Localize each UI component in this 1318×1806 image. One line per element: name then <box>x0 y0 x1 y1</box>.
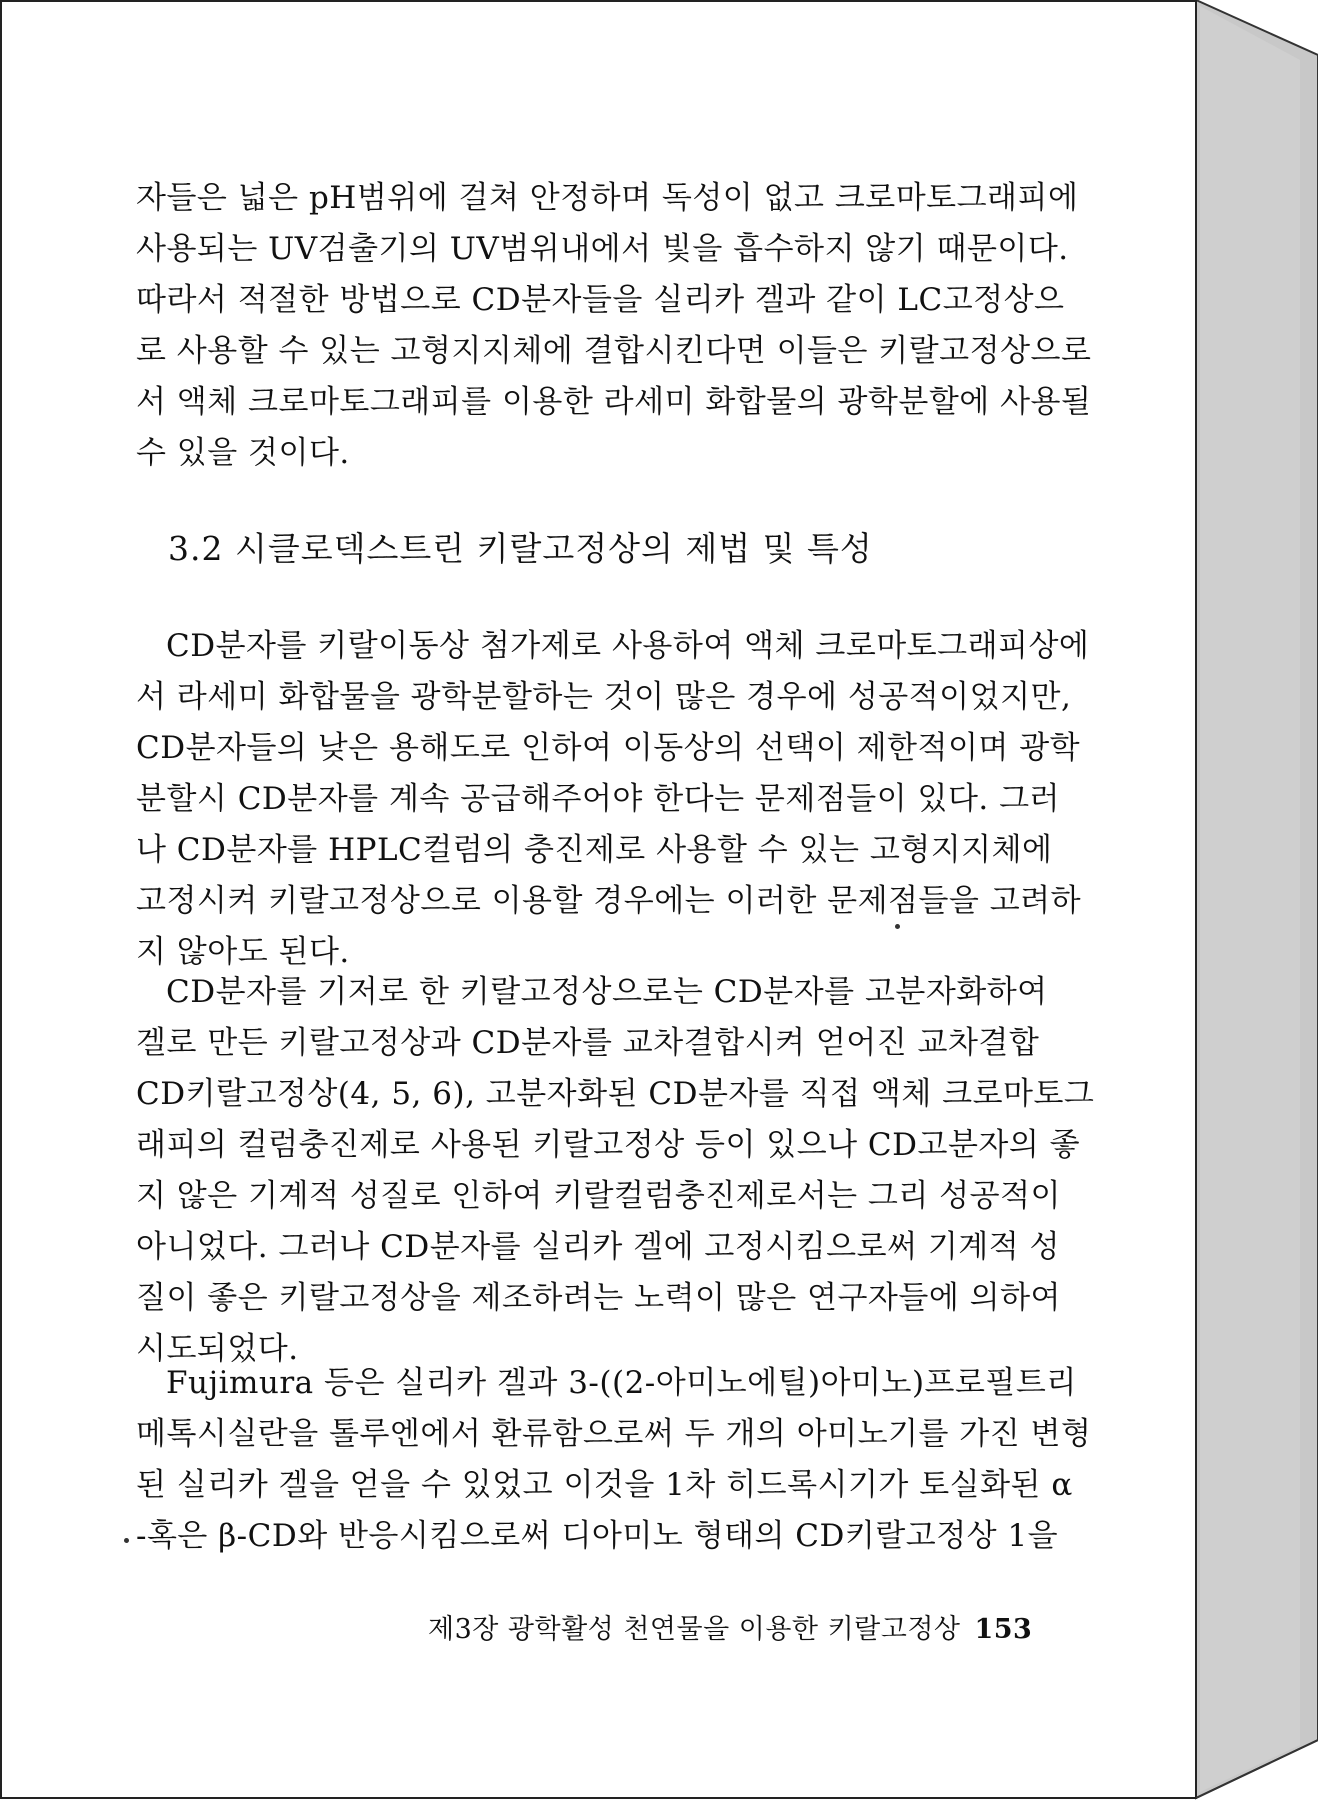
ink-speck <box>895 924 900 929</box>
text-line: 서 액체 크로마토그래피를 이용한 라세미 화합물의 광학분할에 사용될 <box>136 384 1092 420</box>
text-line: 로 사용할 수 있는 고형지지체에 결합시킨다면 이들은 키랄고정상으로 <box>136 333 1092 369</box>
text-line: Fujimura 등은 실리카 겔과 3-((2-아미노에틸)아미노)프로필트리 <box>166 1365 1077 1401</box>
text-line: 겔로 만든 키랄고정상과 CD분자를 교차결합시켜 얻어진 교차결합 <box>136 1025 1040 1061</box>
chapter-title: 제3장 광학활성 천연물을 이용한 키랄고정상 <box>428 1614 961 1645</box>
text-line: 따라서 적절한 방법으로 CD분자들을 실리카 겔과 같이 LC고정상으 <box>136 282 1065 318</box>
text-line: 나 CD분자를 HPLC컬럼의 충진제로 사용할 수 있는 고형지지체에 <box>136 832 1053 868</box>
text-line: 수 있을 것이다. <box>136 435 350 471</box>
text-line: 래피의 컬럼충진제로 사용된 키랄고정상 등이 있으나 CD고분자의 좋 <box>136 1127 1081 1163</box>
ink-speck <box>124 1538 129 1543</box>
paragraph-continuation <box>136 173 1092 479</box>
text-line: 서 라세미 화합물을 광학분할하는 것이 많은 경우에 성공적이었지만, <box>136 679 1072 715</box>
text-line: 분할시 CD분자를 계속 공급해주어야 한다는 문제점들이 있다. 그러 <box>136 781 1060 817</box>
text-line: -혹은 β-CD와 반응시킴으로써 디아미노 형태의 CD키랄고정상 1을 <box>136 1518 1059 1554</box>
text-line: 메톡시실란을 톨루엔에서 환류함으로써 두 개의 아미노기를 가진 변형 <box>136 1416 1092 1452</box>
text-line: 질이 좋은 키랄고정상을 제조하려는 노력이 많은 연구자들에 의하여 <box>136 1280 1061 1316</box>
text-line: 고정시켜 키랄고정상으로 이용할 경우에는 이러한 문제점들을 고려하 <box>136 883 1082 919</box>
text-line: 된 실리카 겔을 얻을 수 있었고 이것을 1차 히드록시기가 토실화된 α <box>136 1467 1073 1503</box>
text-line: 아니었다. 그러나 CD분자를 실리카 겔에 고정시킴으로써 기계적 성 <box>136 1229 1060 1265</box>
paragraph <box>136 1358 1092 1562</box>
paragraph <box>136 967 1095 1375</box>
text-line: 지 않은 기계적 성질로 인하여 키랄컬럼충진제로서는 그리 성공적이 <box>136 1178 1061 1214</box>
paragraph <box>136 621 1090 978</box>
page-number: 153 <box>974 1614 1033 1645</box>
running-footer <box>428 1612 1032 1648</box>
text-line: 지 않아도 된다. <box>136 934 350 970</box>
text-line: 사용되는 UV검출기의 UV범위내에서 빛을 흡수하지 않기 때문이다. <box>136 231 1069 267</box>
text-line: 자들은 넓은 pH범위에 걸쳐 안정하며 독성이 없고 크로마토그래피에 <box>136 180 1079 216</box>
text-line: CD분자를 키랄이동상 첨가제로 사용하여 액체 크로마토그래피상에 <box>166 628 1090 664</box>
text-line: 시도되었다. <box>136 1331 299 1367</box>
text-line: CD분자를 기저로 한 키랄고정상으로는 CD분자를 고분자화하여 <box>166 974 1048 1010</box>
text-line: CD분자들의 낮은 용해도로 인하여 이동상의 선택이 제한적이며 광학 <box>136 730 1081 766</box>
section-heading: 3.2 시클로덱스트린 키랄고정상의 제법 및 특성 <box>168 529 873 568</box>
text-line: CD키랄고정상(4, 5, 6), 고분자화된 CD분자를 직접 액체 크로마토그 <box>136 1076 1095 1112</box>
